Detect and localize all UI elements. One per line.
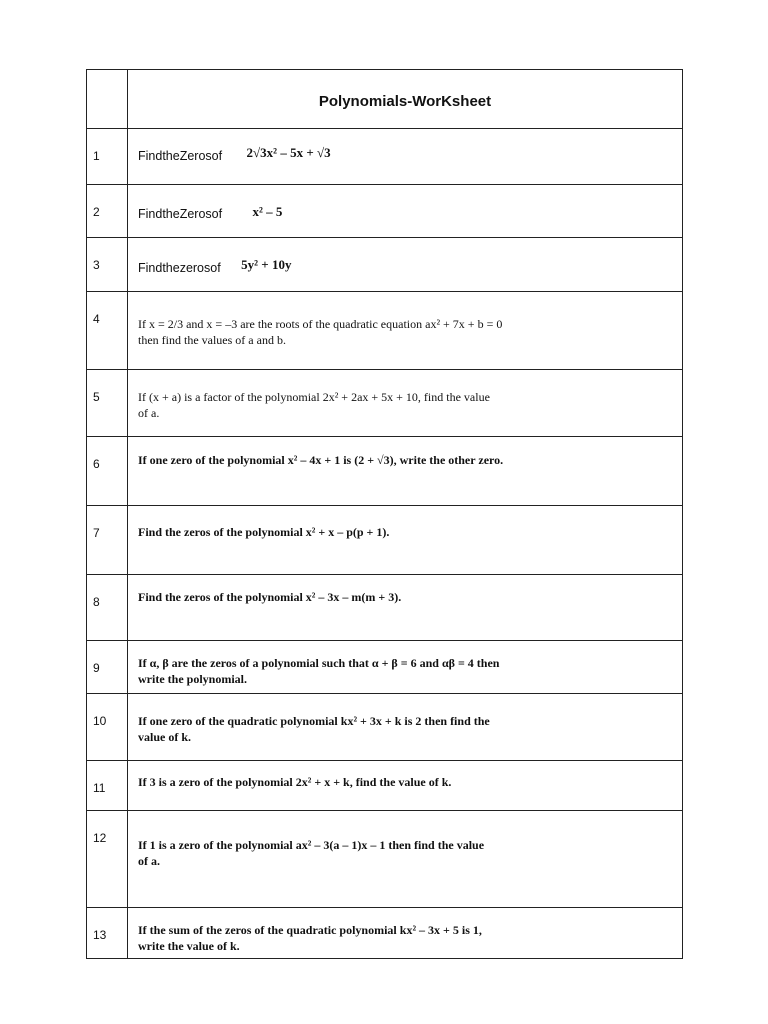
question-cell bbox=[128, 238, 683, 292]
question-text: If x = 2/3 and x = –3 are the roots of the quadratic equation ax² + 7x + b = 0 bbox=[138, 317, 503, 331]
question-cell bbox=[128, 575, 683, 641]
question-label: FindtheZerosof bbox=[138, 149, 223, 163]
question-row bbox=[87, 641, 683, 694]
question-number: 1 bbox=[87, 129, 128, 185]
question-row bbox=[87, 238, 683, 292]
question-number: 10 bbox=[87, 694, 128, 761]
question-row bbox=[87, 908, 683, 959]
question-text: If α, β are the zeros of a polynomial such that α + β = 6 and αβ = 4 then bbox=[138, 656, 500, 670]
question-row bbox=[87, 185, 683, 238]
question-number: 13 bbox=[87, 908, 128, 959]
question-cell bbox=[128, 811, 683, 908]
question-row bbox=[87, 437, 683, 506]
question-row bbox=[87, 506, 683, 575]
question-number: 2 bbox=[87, 185, 128, 238]
question-number: 3 bbox=[87, 238, 128, 292]
question-row bbox=[87, 292, 683, 370]
question-number: 6 bbox=[87, 437, 128, 506]
question-text-continued: then find the values of a and b. bbox=[138, 333, 286, 347]
question-number: 9 bbox=[87, 641, 128, 694]
question-text-continued: of a. bbox=[138, 406, 160, 420]
question-cell bbox=[128, 694, 683, 761]
question-expression: x² – 5 bbox=[252, 204, 283, 219]
question-expression: 2√3x² – 5x + √3 bbox=[246, 145, 331, 160]
question-number: 8 bbox=[87, 575, 128, 641]
question-text-continued: of a. bbox=[138, 854, 160, 868]
question-text: If one zero of the polynomial x² – 4x + 1 is (2 + √3), write the other zero. bbox=[138, 453, 504, 467]
question-text-continued: write the value of k. bbox=[138, 939, 240, 953]
question-row bbox=[87, 811, 683, 908]
question-text: Find the zeros of the polynomial x² – 3x – m(m + 3). bbox=[138, 590, 402, 604]
question-label: FindtheZerosof bbox=[138, 207, 223, 221]
title-row bbox=[87, 70, 683, 129]
question-cell bbox=[128, 641, 683, 694]
question-text: If the sum of the zeros of the quadratic polynomial kx² – 3x + 5 is 1, bbox=[138, 923, 482, 937]
question-row bbox=[87, 694, 683, 761]
question-text: If (x + a) is a factor of the polynomial 2x² + 2ax + 5x + 10, find the value bbox=[138, 390, 490, 404]
title-num-cell bbox=[87, 70, 128, 129]
worksheet-table bbox=[86, 69, 683, 959]
question-text: If 3 is a zero of the polynomial 2x² + x + k, find the value of k. bbox=[138, 775, 452, 789]
question-text: Find the zeros of the polynomial x² + x – p(p + 1). bbox=[138, 525, 390, 539]
question-row bbox=[87, 761, 683, 811]
question-cell bbox=[128, 185, 683, 238]
question-number: 11 bbox=[87, 761, 128, 811]
question-cell bbox=[128, 129, 683, 185]
question-row bbox=[87, 370, 683, 437]
question-number: 12 bbox=[87, 811, 128, 908]
question-text-continued: write the polynomial. bbox=[138, 672, 247, 686]
question-cell bbox=[128, 761, 683, 811]
question-number: 7 bbox=[87, 506, 128, 575]
question-row bbox=[87, 575, 683, 641]
question-cell bbox=[128, 506, 683, 575]
title-cell bbox=[128, 70, 683, 129]
worksheet-title: Polynomials-WorKsheet bbox=[318, 93, 492, 110]
question-text-continued: value of k. bbox=[138, 730, 192, 744]
question-expression: 5y² + 10y bbox=[241, 257, 292, 272]
question-number: 4 bbox=[87, 292, 128, 370]
question-label: Findthezerosof bbox=[138, 261, 221, 275]
question-cell bbox=[128, 292, 683, 370]
question-cell bbox=[128, 370, 683, 437]
question-text: If one zero of the quadratic polynomial kx² + 3x + k is 2 then find the bbox=[138, 714, 490, 728]
question-number: 5 bbox=[87, 370, 128, 437]
question-row bbox=[87, 129, 683, 185]
question-cell bbox=[128, 437, 683, 506]
question-cell bbox=[128, 908, 683, 959]
question-text: If 1 is a zero of the polynomial ax² – 3(a – 1)x – 1 then find the value bbox=[138, 838, 485, 852]
